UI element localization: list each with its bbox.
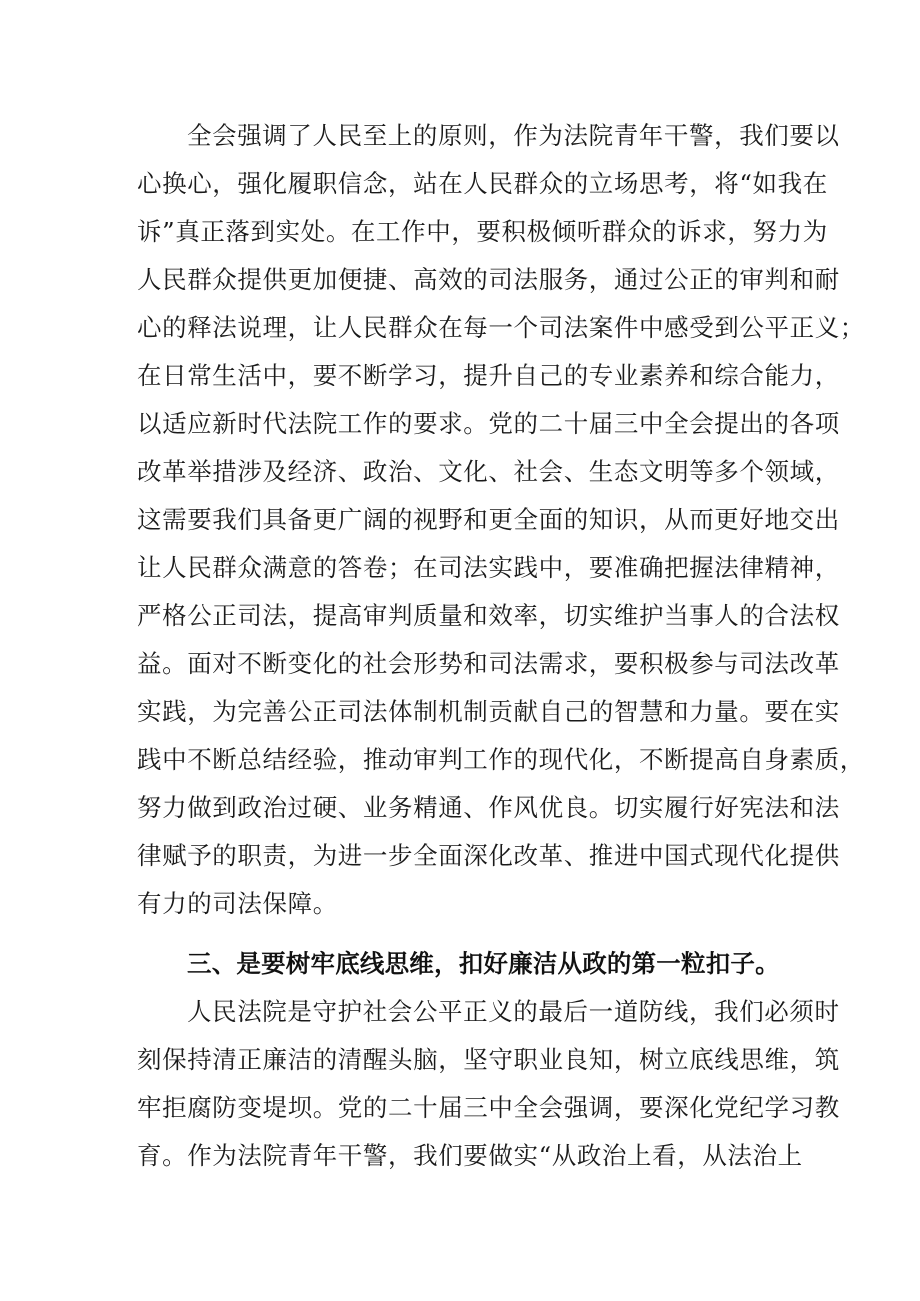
paragraph-line: 律赋予的职责，为进一步全面深化改革、推进中国式现代化提供 — [137, 841, 840, 870]
paragraph-line: 实践，为完善公正司法体制机制贡献自己的智慧和力量。要在实 — [137, 697, 840, 726]
paragraph-line: 诉”真正落到实处。在工作中，要积极倾听群众的诉求，努力为 — [137, 217, 828, 246]
paragraph-1 — [137, 112, 865, 928]
paragraph-line: 让人民群众满意的答卷；在司法实践中，要准确把握法律精神， — [137, 553, 840, 582]
paragraph-line: 育。作为法院青年干警，我们要做实“从政治上看，从法治上 — [137, 1141, 803, 1170]
paragraph-line: 心的释法说理，让人民群众在每一个司法案件中感受到公平正义； — [137, 313, 865, 342]
paragraph-line: 努力做到政治过硬、业务精通、作风优良。切实履行好宪法和法 — [137, 793, 840, 822]
paragraph-2 — [137, 988, 840, 1180]
paragraph-line: 在日常生活中，要不断学习，提升自己的专业素养和综合能力， — [137, 361, 840, 390]
paragraph-line: 人民群众提供更加便捷、高效的司法服务，通过公正的审判和耐 — [137, 265, 840, 294]
paragraph-line: 牢拒腐防变堤坝。党的二十届三中全会强调，要深化党纪学习教 — [137, 1093, 840, 1122]
paragraph-line: 全会强调了人民至上的原则，作为法院青年干警，我们要以 — [187, 121, 840, 150]
paragraph-line: 人民法院是守护社会公平正义的最后一道防线，我们必须时 — [187, 997, 840, 1026]
paragraph-line: 这需要我们具备更广阔的视野和更全面的知识，从而更好地交出 — [137, 505, 840, 534]
paragraph-line: 益。面对不断变化的社会形势和司法需求，要积极参与司法改革 — [137, 649, 840, 678]
document-body — [137, 112, 865, 1180]
paragraph-line: 刻保持清正廉洁的清醒头脑，坚守职业良知，树立底线思维，筑 — [137, 1045, 840, 1074]
paragraph-line: 践中不断总结经验，推动审判工作的现代化，不断提高自身素质， — [137, 745, 865, 774]
paragraph-line: 严格公正司法，提高审判质量和效率，切实维护当事人的合法权 — [137, 601, 840, 630]
section-heading-3: 三、是要树牢底线思维，扣好廉洁从政的第一粒扣子。 — [187, 949, 780, 978]
paragraph-line: 心换心，强化履职信念，站在人民群众的立场思考，将“如我在 — [137, 169, 828, 198]
paragraph-line: 有力的司法保障。 — [137, 889, 338, 918]
paragraph-line: 改革举措涉及经济、政治、文化、社会、生态文明等多个领域， — [137, 457, 840, 486]
paragraph-line: 以适应新时代法院工作的要求。党的二十届三中全会提出的各项 — [137, 409, 840, 438]
